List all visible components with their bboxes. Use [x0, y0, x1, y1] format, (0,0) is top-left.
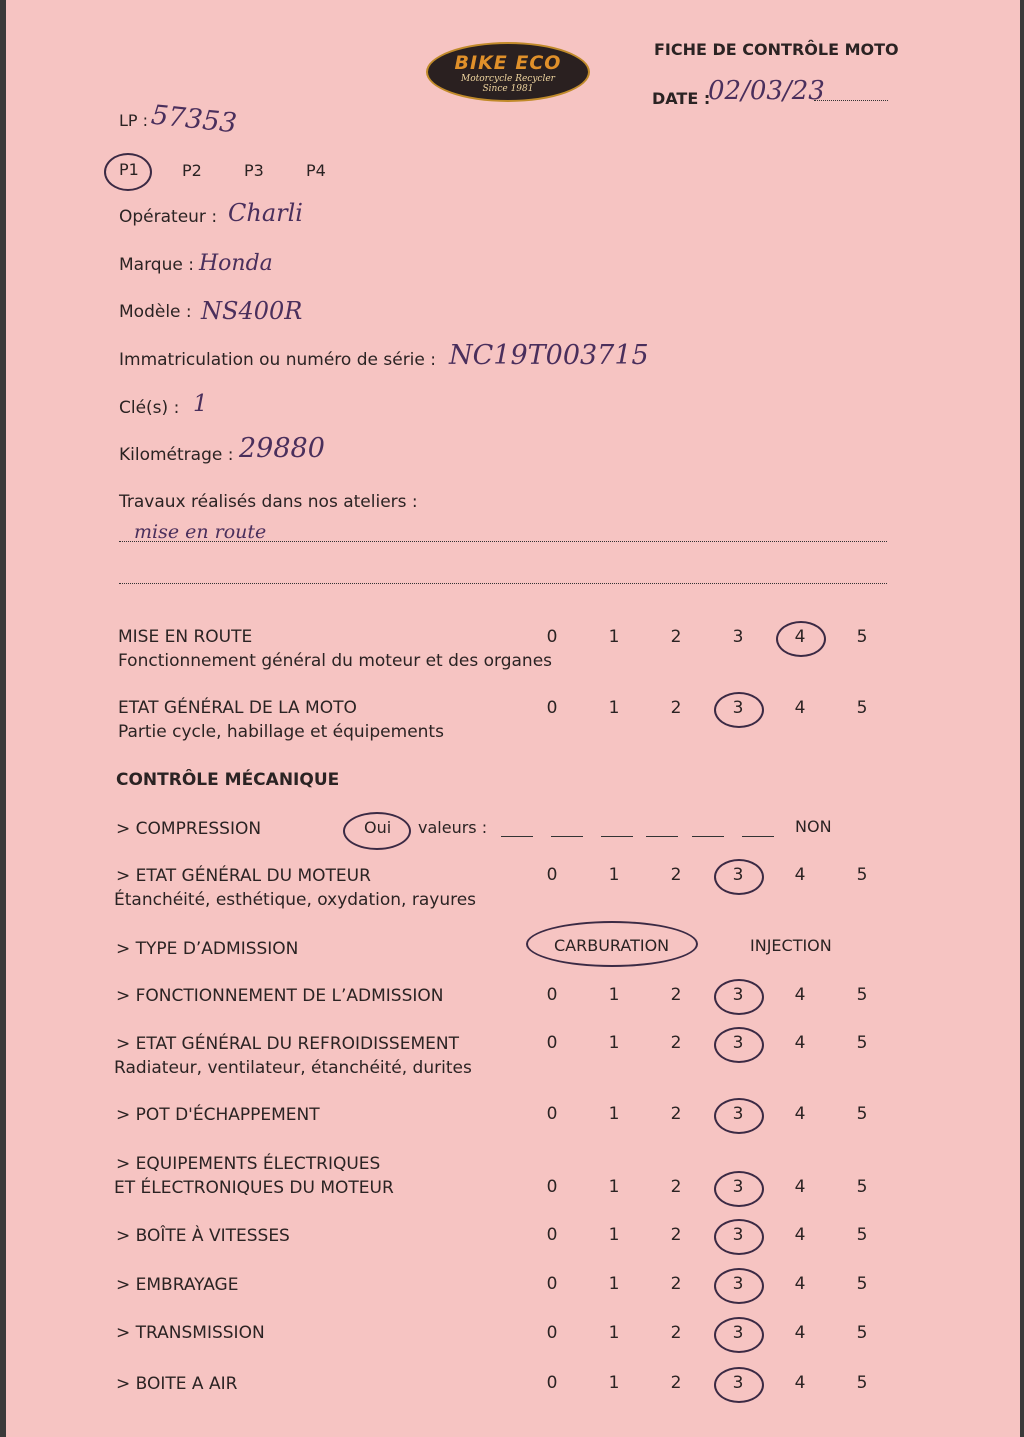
score-option-0[interactable]: 0	[546, 1323, 558, 1343]
score-option-4[interactable]: 4	[794, 1177, 806, 1197]
score-option-2[interactable]: 2	[670, 865, 682, 885]
score-option-3[interactable]: 3	[732, 1225, 744, 1245]
score-option-4[interactable]: 4	[794, 1323, 806, 1343]
compression-label: > COMPRESSION	[116, 819, 262, 839]
rating-label: > EQUIPEMENTS ÉLECTRIQUES	[116, 1154, 381, 1174]
rating-label: ETAT GÉNÉRAL DE LA MOTO	[118, 698, 357, 718]
score-option-3[interactable]: 3	[732, 1104, 744, 1124]
date-value[interactable]: 02/03/23	[708, 76, 825, 106]
works-value[interactable]: mise en route	[134, 521, 267, 543]
score-option-0[interactable]: 0	[546, 1225, 558, 1245]
score-option-5[interactable]: 5	[856, 1104, 868, 1124]
registration-label: Immatriculation ou numéro de série :	[119, 350, 436, 370]
works-line-2	[119, 583, 887, 584]
rating-label: > EMBRAYAGE	[116, 1275, 239, 1295]
model-label: Modèle :	[119, 302, 192, 322]
score-option-5[interactable]: 5	[856, 1274, 868, 1294]
score-option-0[interactable]: 0	[546, 698, 558, 718]
rating-sublabel: Partie cycle, habillage et équipements	[118, 722, 444, 742]
score-option-0[interactable]: 0	[546, 865, 558, 885]
works-label: Travaux réalisés dans nos ateliers :	[119, 492, 418, 512]
score-circle-mark	[714, 1367, 764, 1403]
score-option-3[interactable]: 3	[732, 865, 744, 885]
score-option-3[interactable]: 3	[732, 1373, 744, 1393]
score-option-0[interactable]: 0	[546, 1274, 558, 1294]
score-option-4[interactable]: 4	[794, 1274, 806, 1294]
score-circle-mark	[714, 1219, 764, 1255]
score-option-1[interactable]: 1	[608, 865, 620, 885]
rating-label: > ETAT GÉNÉRAL DU REFROIDISSEMENT	[116, 1034, 459, 1054]
works-line-1	[119, 541, 887, 542]
rating-label: > ETAT GÉNÉRAL DU MOTEUR	[116, 866, 371, 886]
score-option-2[interactable]: 2	[670, 985, 682, 1005]
rating-label: > TRANSMISSION	[116, 1323, 265, 1343]
score-option-4[interactable]: 4	[794, 1373, 806, 1393]
score-option-3[interactable]: 3	[732, 1177, 744, 1197]
score-option-4[interactable]: 4	[794, 1033, 806, 1053]
score-option-5[interactable]: 5	[856, 865, 868, 885]
score-option-1[interactable]: 1	[608, 1177, 620, 1197]
position-p2[interactable]: P2	[182, 161, 202, 180]
score-circle-mark	[714, 692, 764, 728]
score-option-3[interactable]: 3	[732, 698, 744, 718]
position-p1[interactable]: P1	[119, 160, 139, 179]
score-circle-mark	[714, 979, 764, 1015]
lp-label: LP :	[119, 111, 149, 130]
score-circle-mark	[714, 1027, 764, 1063]
rating-sublabel: Étanchéité, esthétique, oxydation, rayures	[114, 890, 477, 910]
option-carburation[interactable]: CARBURATION	[554, 936, 670, 955]
score-option-3[interactable]: 3	[732, 627, 744, 647]
keys-label: Clé(s) :	[119, 398, 180, 418]
rating-label: > POT D'ÉCHAPPEMENT	[116, 1105, 320, 1125]
score-option-1[interactable]: 1	[608, 1225, 620, 1245]
mileage-value[interactable]: 29880	[239, 433, 325, 464]
lp-value[interactable]: 57353	[149, 99, 239, 140]
value-blank-5[interactable]	[692, 836, 724, 837]
admission-type-label: > TYPE D’ADMISSION	[116, 939, 299, 959]
score-circle-mark	[714, 1098, 764, 1134]
rating-sublabel: ET ÉLECTRONIQUES DU MOTEUR	[114, 1178, 394, 1198]
value-blank-1[interactable]	[501, 836, 533, 837]
rating-label: MISE EN ROUTE	[118, 627, 253, 647]
score-option-2[interactable]: 2	[670, 1104, 682, 1124]
score-option-2[interactable]: 2	[670, 1274, 682, 1294]
score-option-4[interactable]: 4	[794, 627, 806, 647]
position-p4[interactable]: P4	[306, 161, 326, 180]
rating-sublabel: Radiateur, ventilateur, étanchéité, durites	[114, 1058, 472, 1078]
score-circle-mark	[714, 859, 764, 895]
score-option-5[interactable]: 5	[856, 1033, 868, 1053]
score-option-2[interactable]: 2	[670, 627, 682, 647]
model-value[interactable]: NS400R	[201, 297, 303, 325]
logo-subtitle: Motorcycle Recycler	[461, 74, 555, 84]
score-option-5[interactable]: 5	[856, 985, 868, 1005]
score-option-1[interactable]: 1	[608, 698, 620, 718]
compression-values-label: valeurs :	[418, 818, 488, 837]
compression-non[interactable]: NON	[795, 817, 832, 836]
score-option-1[interactable]: 1	[608, 985, 620, 1005]
score-option-0[interactable]: 0	[546, 1373, 558, 1393]
score-circle-mark	[714, 1317, 764, 1353]
compression-oui[interactable]: Oui	[364, 818, 392, 837]
date-label: DATE :	[652, 89, 711, 108]
option-injection[interactable]: INJECTION	[750, 936, 832, 955]
score-option-1[interactable]: 1	[608, 627, 620, 647]
score-option-3[interactable]: 3	[732, 1274, 744, 1294]
score-option-3[interactable]: 3	[732, 1033, 744, 1053]
score-option-2[interactable]: 2	[670, 1177, 682, 1197]
value-blank-4[interactable]	[646, 836, 678, 837]
rating-label: > BOÎTE À VITESSES	[116, 1226, 290, 1246]
score-option-1[interactable]: 1	[608, 1033, 620, 1053]
operator-value[interactable]: Charli	[228, 199, 303, 227]
score-option-1[interactable]: 1	[608, 1104, 620, 1124]
registration-value[interactable]: NC19T003715	[449, 340, 649, 371]
score-circle-mark	[776, 621, 826, 657]
score-option-2[interactable]: 2	[670, 1225, 682, 1245]
score-option-5[interactable]: 5	[856, 1323, 868, 1343]
score-option-5[interactable]: 5	[856, 1225, 868, 1245]
score-option-1[interactable]: 1	[608, 1323, 620, 1343]
rating-label: > FONCTIONNEMENT DE L’ADMISSION	[116, 986, 444, 1006]
form-title: FICHE DE CONTRÔLE MOTO	[654, 40, 899, 59]
date-dotted-line	[814, 100, 888, 101]
value-blank-2[interactable]	[551, 836, 583, 837]
score-option-3[interactable]: 3	[732, 1323, 744, 1343]
score-option-2[interactable]: 2	[670, 698, 682, 718]
logo-title: BIKE ECO	[454, 52, 562, 74]
keys-value[interactable]: 1	[193, 391, 208, 417]
score-option-0[interactable]: 0	[546, 1177, 558, 1197]
score-option-3[interactable]: 3	[732, 985, 744, 1005]
value-blank-3[interactable]	[601, 836, 633, 837]
score-option-2[interactable]: 2	[670, 1033, 682, 1053]
score-option-4[interactable]: 4	[794, 1104, 806, 1124]
score-option-4[interactable]: 4	[794, 1225, 806, 1245]
score-option-0[interactable]: 0	[546, 1033, 558, 1053]
score-option-2[interactable]: 2	[670, 1373, 682, 1393]
control-sheet	[6, 0, 1020, 1437]
score-circle-mark	[714, 1268, 764, 1304]
score-option-2[interactable]: 2	[670, 1323, 682, 1343]
score-option-0[interactable]: 0	[546, 985, 558, 1005]
score-option-4[interactable]: 4	[794, 985, 806, 1005]
score-option-4[interactable]: 4	[794, 865, 806, 885]
score-option-4[interactable]: 4	[794, 698, 806, 718]
operator-label: Opérateur :	[119, 207, 218, 227]
score-option-0[interactable]: 0	[546, 1104, 558, 1124]
mileage-label: Kilométrage :	[119, 445, 234, 465]
score-option-5[interactable]: 5	[856, 1373, 868, 1393]
position-p3[interactable]: P3	[244, 161, 264, 180]
rating-label: > BOITE A AIR	[116, 1374, 238, 1394]
score-option-5[interactable]: 5	[856, 698, 868, 718]
value-blank-6[interactable]	[742, 836, 774, 837]
brand-value[interactable]: Honda	[199, 251, 273, 276]
bike-eco-logo	[426, 42, 590, 102]
mechanical-control-heading: CONTRÔLE MÉCANIQUE	[116, 770, 340, 790]
score-option-5[interactable]: 5	[856, 627, 868, 647]
logo-since: Since 1981	[482, 84, 534, 94]
score-option-0[interactable]: 0	[546, 627, 558, 647]
score-option-1[interactable]: 1	[608, 1274, 620, 1294]
rating-sublabel: Fonctionnement général du moteur et des organes	[118, 651, 553, 671]
score-circle-mark	[714, 1171, 764, 1207]
score-option-5[interactable]: 5	[856, 1177, 868, 1197]
score-option-1[interactable]: 1	[608, 1373, 620, 1393]
brand-label: Marque :	[119, 255, 194, 275]
